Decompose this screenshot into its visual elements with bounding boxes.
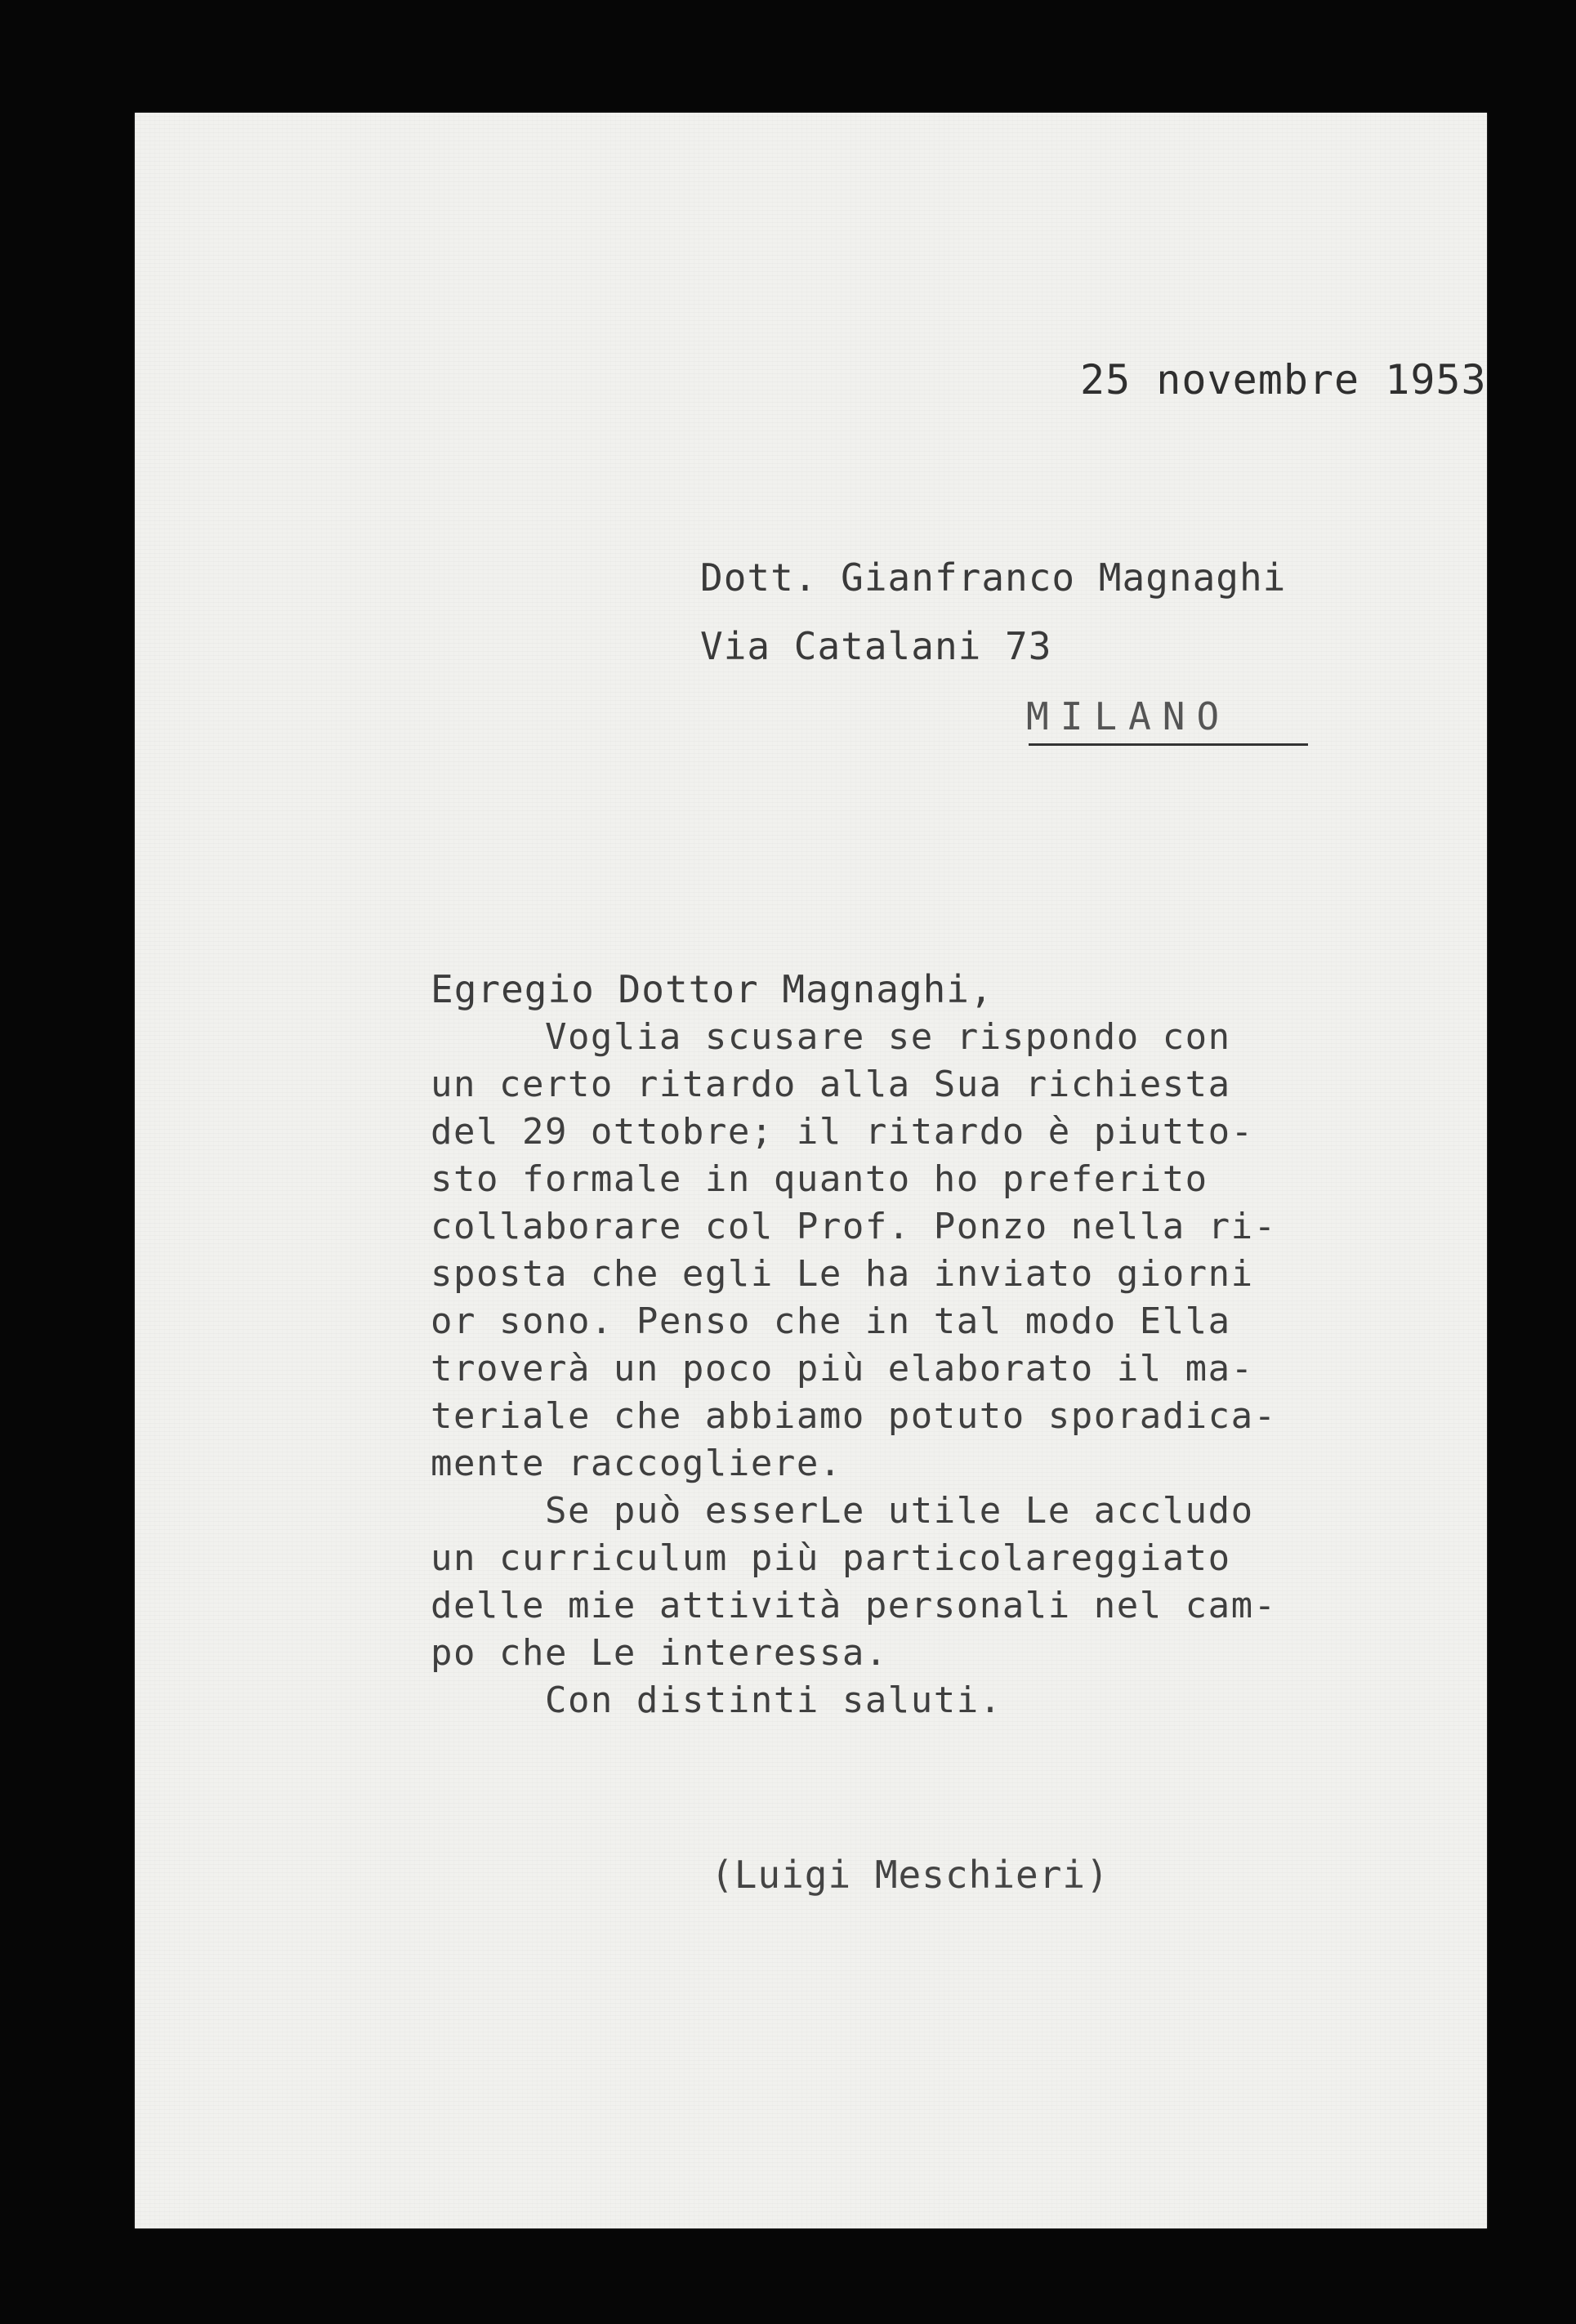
body-line: Se può esserLe utile Le accludo bbox=[431, 1490, 1254, 1532]
body-line: del 29 ottobre; il ritardo è piutto- bbox=[431, 1111, 1254, 1153]
recipient-name: Dott. Gianfranco Magnaghi bbox=[700, 555, 1287, 600]
body-line: teriale che abbiamo potuto sporadica- bbox=[431, 1395, 1277, 1437]
body-line: un curriculum più particolareggiato bbox=[431, 1537, 1231, 1579]
body-line: un certo ritardo alla Sua richiesta bbox=[431, 1064, 1231, 1105]
body-line: Con distinti saluti. bbox=[431, 1679, 1002, 1721]
body-line: po che Le interessa. bbox=[431, 1632, 888, 1674]
body-line: sposta che egli Le ha inviato giorni bbox=[431, 1253, 1254, 1295]
letter-page bbox=[135, 113, 1487, 2228]
recipient-city: MILANO bbox=[1026, 694, 1231, 738]
signature: (Luigi Meschieri) bbox=[711, 1853, 1109, 1897]
body-line: delle mie attività personali nel cam- bbox=[431, 1585, 1277, 1626]
body-line: sto formale in quanto ho preferito bbox=[431, 1158, 1208, 1200]
body-line: collaborare col Prof. Ponzo nella ri- bbox=[431, 1206, 1277, 1247]
salutation: Egregio Dottor Magnaghi, bbox=[431, 967, 993, 1011]
letter-date: 25 novembre 1953 bbox=[1080, 356, 1487, 404]
body-line: Voglia scusare se rispondo con bbox=[431, 1016, 1231, 1058]
body-line: troverà un poco più elaborato il ma- bbox=[431, 1348, 1254, 1389]
recipient-street: Via Catalani 73 bbox=[700, 624, 1052, 668]
body-line: mente raccogliere. bbox=[431, 1443, 842, 1484]
body-line: or sono. Penso che in tal modo Ella bbox=[431, 1300, 1231, 1342]
city-underline bbox=[1029, 743, 1308, 746]
